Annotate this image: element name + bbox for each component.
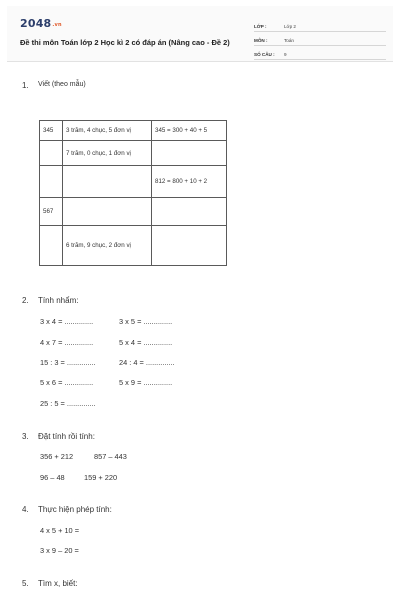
table-cell: 567	[40, 198, 63, 226]
table-cell	[152, 198, 227, 226]
exercise-item: 5 x 6 = ..............	[40, 378, 94, 387]
table-row	[40, 166, 227, 198]
question-4-heading	[22, 505, 112, 514]
question-text: Viết (theo mẫu)	[38, 81, 86, 88]
document-header	[7, 6, 393, 62]
place-value-table	[39, 120, 227, 266]
exercise-item: 356 + 212	[40, 452, 74, 461]
meta-key: MÔN :	[254, 38, 268, 43]
meta-value: Lớp 2	[284, 24, 296, 29]
exercise-item: 4 x 7 = ..............	[40, 338, 94, 347]
table-cell	[40, 166, 63, 198]
exercise-item: 857 – 443	[94, 452, 127, 461]
exercise-item: 159 + 220	[84, 473, 118, 482]
table-cell	[63, 198, 152, 226]
table-cell	[40, 141, 63, 166]
question-number: 4.	[22, 505, 29, 514]
meta-row-subject	[254, 33, 386, 46]
table-cell: 345	[40, 121, 63, 141]
table-cell: 3 trăm, 4 chục, 5 đơn vị	[63, 121, 152, 141]
table-cell: 7 trăm, 0 chục, 1 đơn vị	[63, 141, 152, 166]
table-cell: 6 trăm, 9 chục, 2 đơn vị	[63, 226, 152, 266]
table-row	[40, 141, 227, 166]
site-logo[interactable]	[20, 17, 62, 30]
question-text: Tính nhẩm:	[38, 296, 79, 305]
document-title: Đề thi môn Toán lớp 2 Học kì 2 có đáp án (Nâng cao - Đề 2)	[20, 38, 230, 47]
question-1-heading	[22, 81, 86, 90]
exercise-item: 3 x 9 – 20 =	[40, 546, 79, 555]
exercise-item: 25 : 5 = ..............	[40, 399, 96, 408]
table-cell	[63, 166, 152, 198]
logo-tld: .vn	[52, 22, 62, 28]
table-cell	[152, 141, 227, 166]
question-number: 2.	[22, 296, 29, 305]
table-cell	[40, 226, 63, 266]
question-number: 3.	[22, 432, 29, 441]
meta-row-grade	[254, 19, 386, 32]
exercise-item: 3 x 4 = ..............	[40, 317, 94, 326]
exercise-item: 5 x 4 = ..............	[119, 338, 173, 347]
question-text: Tìm x, biết:	[38, 579, 78, 588]
exercise-item: 3 x 5 = ..............	[119, 317, 173, 326]
logo-text: 2048	[20, 17, 52, 30]
meta-value: 9	[284, 52, 287, 57]
meta-value: Toán	[284, 38, 294, 43]
table-row	[40, 226, 227, 266]
exercise-item: 4 x 5 + 10 =	[40, 526, 80, 535]
question-2-heading	[22, 296, 78, 305]
question-3-heading	[22, 432, 95, 441]
table-row	[40, 121, 227, 141]
question-text: Thực hiện phép tính:	[38, 505, 112, 514]
question-number: 1.	[22, 81, 29, 90]
meta-key: SỐ CÂU :	[254, 52, 275, 57]
exercise-item: 5 x 9 = ..............	[119, 378, 173, 387]
document-meta	[254, 19, 386, 61]
meta-key: LỚP :	[254, 24, 267, 29]
exercise-item: 15 : 3 = ..............	[40, 358, 96, 367]
table-cell: 812 = 800 + 10 + 2	[152, 166, 227, 198]
question-number: 5.	[22, 579, 29, 588]
exercise-item: 96 – 48	[40, 473, 65, 482]
question-text: Đặt tính rồi tính:	[38, 432, 95, 441]
exercise-item: 24 : 4 = ..............	[119, 358, 175, 367]
table-row	[40, 198, 227, 226]
meta-row-question-count	[254, 47, 386, 60]
question-5-heading	[22, 579, 78, 588]
table-cell: 345 = 300 + 40 + 5	[152, 121, 227, 141]
table-cell	[152, 226, 227, 266]
